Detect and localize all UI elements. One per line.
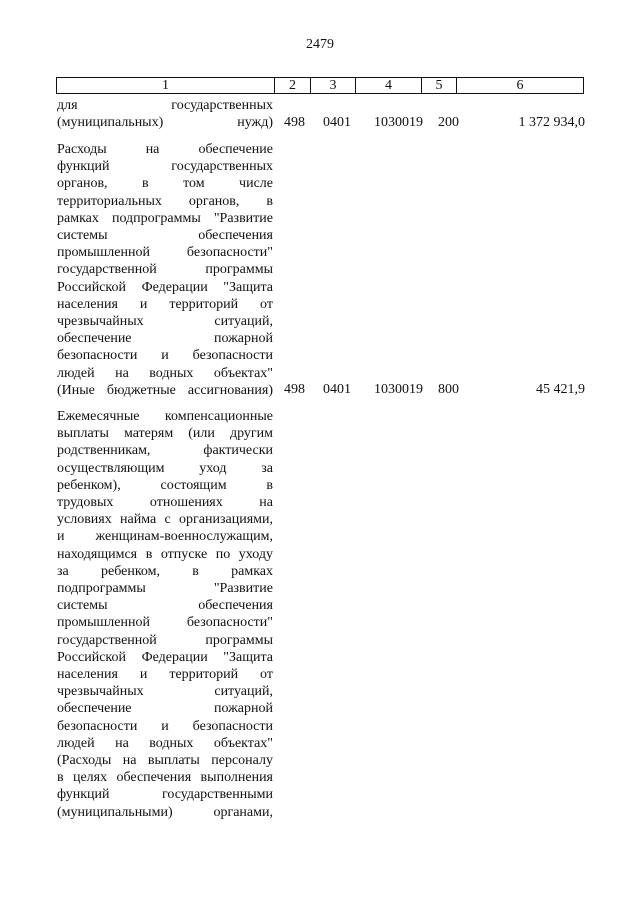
description-line: населения и территорий от [57,296,273,312]
column-header-2: 2 [275,78,311,94]
column-header-4: 4 [356,78,422,94]
row-description [57,97,273,131]
description-line: промышленной безопасности" [57,245,273,261]
description-line: осуществляющим уход за [57,460,273,476]
description-line: родственникам, фактически [57,443,273,459]
column-header-6: 6 [457,78,584,94]
description-line: функций государственными [57,787,273,803]
description-line: за ребенком, в рамках [57,563,273,579]
row-target-code: 1030019 [374,115,423,130]
row-description [57,408,273,821]
row-target-code: 1030019 [374,382,423,397]
description-line: (муниципальных) нужд) [57,115,273,131]
column-header-3: 3 [311,78,356,94]
row-gov-code: 498 [284,115,305,130]
description-line: Ежемесячные компенсационные [57,409,273,424]
page-number: 2479 [306,37,334,52]
row-type-code: 200 [438,115,459,130]
row-description [57,141,273,399]
description-line: безопасности и безопасности [57,348,273,364]
description-line: Российской Федерации "Защита [57,649,273,665]
description-line: чрезвычайных ситуаций, [57,684,273,700]
description-line: (муниципальными) органами, [57,804,273,820]
description-line: чрезвычайных ситуаций, [57,314,273,330]
description-line: территориальных органов, в [57,193,273,209]
description-line: государственной программы [57,262,273,278]
row-type-code: 800 [438,382,459,397]
column-header-5: 5 [422,78,457,94]
description-line: выплаты матерям (или другим [57,426,273,442]
description-line: (Иные бюджетные ассигнования) [57,382,273,398]
column-header-row [56,77,584,94]
description-line: Расходы на обеспечение [57,142,273,157]
description-line: трудовых отношениях на [57,495,273,511]
description-line: подпрограммы "Развитие [57,581,273,597]
description-line: населения и территорий от [57,667,273,683]
description-line: условиях найма с организациями, [57,512,273,528]
description-line: функций государственных [57,159,273,175]
description-line: системы обеспечения [57,228,273,244]
description-line: людей на водных объектах" [57,735,273,751]
description-line: Российской Федерации "Защита [57,279,273,295]
row-section-code: 0401 [323,382,351,397]
description-line: системы обеспечения [57,598,273,614]
row-sum: 45 421,9 [536,382,585,397]
column-header-1: 1 [57,78,275,94]
row-section-code: 0401 [323,115,351,130]
description-line: ребенком), состоящим в [57,477,273,493]
description-line: и женщинам-военнослужащим, [57,529,273,545]
row-sum: 1 372 934,0 [518,115,585,130]
description-line: органов, в том числе [57,176,273,192]
description-line: в целях обеспечения выполнения [57,770,273,786]
description-line: обеспечение пожарной [57,331,273,347]
description-line: обеспечение пожарной [57,701,273,717]
description-line: государственной программы [57,632,273,648]
description-line: (Расходы на выплаты персоналу [57,753,273,769]
description-line: промышленной безопасности" [57,615,273,631]
description-line: людей на водных объектах" [57,365,273,381]
row-gov-code: 498 [284,382,305,397]
description-line: находящимся в отпуске по уходу [57,546,273,562]
description-line: для государственных [57,98,273,113]
description-line: рамках подпрограммы "Развитие [57,210,273,226]
description-line: безопасности и безопасности [57,718,273,734]
